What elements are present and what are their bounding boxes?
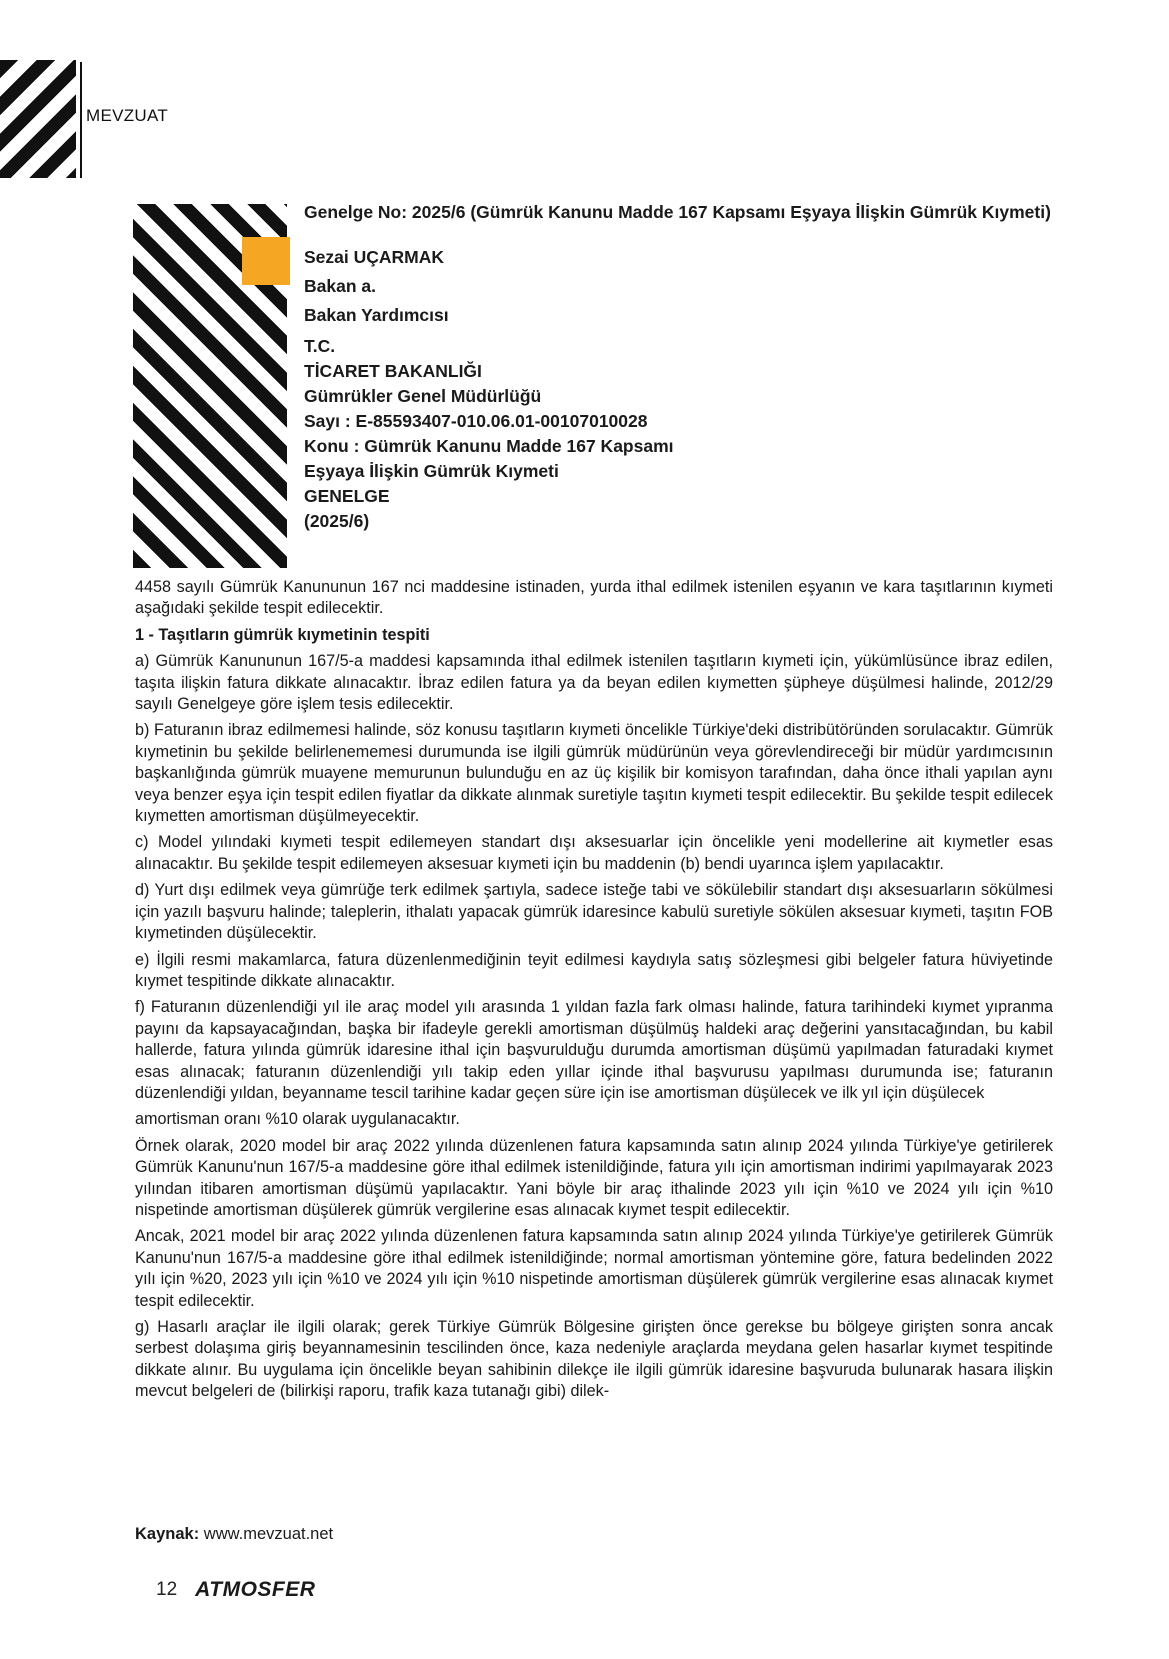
signatory-role-1: Bakan a. bbox=[304, 276, 376, 296]
intro-paragraph: 4458 sayılı Gümrük Kanununun 167 nci maddesine istinaden, yurda ithal edilmek istenilen eşyanın ve kara taşıtlarının kıymeti aşağıdaki şekilde tespit edilecektir. bbox=[135, 578, 1053, 618]
source-url: www.mevzuat.net bbox=[203, 1525, 334, 1543]
subject-line-2: Eşyaya İlişkin Gümrük Kıymeti bbox=[304, 461, 559, 481]
paragraph-d: d) Yurt dışı edilmek veya gümrüğe terk edilmek şartıyla, sadece isteğe tabi ve sökülebilir standart dışı aksesuarların sökülmesi için yazılı başvuru halinde; taleplerin, ithalatı yapacak gümrük idaresince kabulü suretiyle sökülen aksesuar kıymeti, taşıtın FOB kıymetinden düşülecektir. bbox=[135, 881, 1053, 943]
paragraph-f: f) Faturanın düzenlendiği yıl ile araç model yılı arasında 1 yıldan fazla fark olması halinde, fatura tarihindeki kıymet yıpranma payını da kapsayacağından, başka bir ifadeyle gerekli amortisman düşülmüş haldeki araç değerini yansıtacağından, bu kabil hallerde, fatura yılında gümrük idaresine ithal için başvurulduğu durumda amortisman düşümü yapılmadan faturadaki kıymet esas alınacak; faturanın düzenlendiği yılı takip eden yıllar içinde ithal başvurusu yapılması durumunda ise; faturanın düzenlendiği yıldan, beyanname tescil tarihine kadar geçen süre için ise amortisman düşülecek ve ilk yıl için düşülecek bbox=[135, 998, 1053, 1102]
paragraph-f-continued: amortisman oranı %10 olarak uygulanacaktır. bbox=[135, 1110, 460, 1129]
signatory-name: Sezai UÇARMAK bbox=[304, 247, 445, 267]
source-line bbox=[135, 1525, 333, 1544]
org-line-3: Gümrükler Genel Müdürlüğü bbox=[304, 386, 542, 406]
document-type: GENELGE bbox=[304, 486, 390, 506]
decorative-stripes-top bbox=[0, 60, 76, 178]
page-footer bbox=[156, 1578, 315, 1602]
org-line-2: TİCARET BAKANLIĞI bbox=[304, 361, 482, 381]
accent-square bbox=[242, 237, 290, 285]
brand-logo: ATMOSFER bbox=[195, 1578, 316, 1601]
paragraph-g: g) Hasarlı araçlar ile ilgili olarak; gerek Türkiye Gümrük Bölgesine girişten önce gerekse bu bölgeye girişten sonra ancak serbest dolaşıma giriş beyannamesinin tescilinden önce, kaza nedeniyle araçlarda meydana gelen hasarlar kıymet tespitinde dikkate alınır. Bu uygulama için öncelikle beyan sahibinin dilekçe ile ilgili gümrük idaresine başvuruda bulunarak hasara ilişkin mevcut belgeleri de (bilirkişi raporu, trafik kaza tutanağı gibi) dilek- bbox=[135, 1318, 1053, 1401]
example-paragraph: Örnek olarak, 2020 model bir araç 2022 yılında düzenlenen fatura kapsamında satın alınıp 2024 yılında Türkiye'ye getirilerek Gümrük Kanunu'nun 167/5-a maddesine göre ithal edilmek istenildiğinde, fatura yılı için amortisman indirimi yapılmayarak 2023 yılından itibaren amortisman düşümü yapılacaktır. Yani böyle bir araç ithalinde 2023 yılı için %10 ve 2024 yılı için %10 nispetinde amortisman düşülerek gümrük vergilerine esas alınacak kıymet tespit edilecektir. bbox=[135, 1136, 1053, 1219]
paragraph-a: a) Gümrük Kanununun 167/5-a maddesi kapsamında ithal edilmek istenilen taşıtların kıymeti için, yükümlüsünce ibraz edilen, taşıta ilişkin fatura dikkate alınacaktır. İbraz edilen fatura ya da beyan edilen kıymetten şüpheye düşülmesi halinde, 2012/29 sayılı Genelgeye göre işlem tesis edilecektir. bbox=[135, 652, 1053, 714]
subject-line-1: Konu : Gümrük Kanunu Madde 167 Kapsamı bbox=[304, 436, 674, 456]
document-number: (2025/6) bbox=[304, 511, 370, 531]
paragraph-b: b) Faturanın ibraz edilmemesi halinde, söz konusu taşıtların kıymeti öncelikle Türkiye'deki distribütöründen sorulacaktır. Gümrük kıymetinin bu şekilde belirlenememesi durumunda ise ilgili gümrük müdürünün veya görevlendireceği bir müdür yardımcısının başkanlığında gümrük muayene memurunun bulunduğu en az üç kişilik bir komisyon tarafından, daha önce ithali yapılan aynı veya benzer eşya için tespit edilen fiyatlar da dikkate alınmak suretiyle taşıtın kıymeti tespit edilecektir. Bu şekilde tespit edilecek kıymetten amortisman düşülmeyecektir. bbox=[135, 721, 1053, 826]
circular-body bbox=[135, 577, 1053, 1408]
org-line-1: T.C. bbox=[304, 336, 336, 356]
section-heading: 1 - Taşıtların gümrük kıymetinin tespiti bbox=[135, 625, 430, 644]
section-label: MEVZUAT bbox=[86, 106, 169, 125]
section-divider bbox=[80, 62, 82, 178]
circular-title: Genelge No: 2025/6 (Gümrük Kanunu Madde 167 Kapsamı Eşyaya İlişkin Gümrük Kıymeti) bbox=[304, 202, 1051, 222]
reference-number: Sayı : E-85593407-010.06.01-00107010028 bbox=[304, 411, 648, 431]
signatory-role-2: Bakan Yardımcısı bbox=[304, 305, 449, 325]
however-paragraph: Ancak, 2021 model bir araç 2022 yılında düzenlenen fatura kapsamında satın alınıp 2024 yılında Türkiye'ye getirilerek Gümrük Kanunu'nun 167/5-a maddesine göre ithal edilmek istenildiğinde; normal amortisman yöntemine göre, fatura bedelinden 2022 yılı için %20, 2023 yılı için %10 ve 2024 yılı için %10 nispetinde amortisman düşülerek gümrük vergilerine esas alınacak kıymet tespit edilecektir. bbox=[135, 1227, 1053, 1310]
source-label: Kaynak: bbox=[135, 1525, 200, 1543]
page-number: 12 bbox=[156, 1579, 178, 1600]
paragraph-e: e) İlgili resmi makamlarca, fatura düzenlenmediğinin teyit edilmesi kaydıyla satış sözleşmesi gibi belgeler fatura hüviyetinde kıymet tespitinde dikkate alınacaktır. bbox=[135, 950, 1053, 990]
circular-header bbox=[304, 200, 1054, 534]
paragraph-c: c) Model yılındaki kıymeti tespit edilemeyen standart dışı aksesuarlar için öncelikle yeni modellerine ait kıymetler esas alınacaktır. Bu şekilde tespit edilemeyen aksesuar kıymeti için bu maddenin (b) bendi uyarınca işlem yapılacaktır. bbox=[135, 833, 1053, 873]
